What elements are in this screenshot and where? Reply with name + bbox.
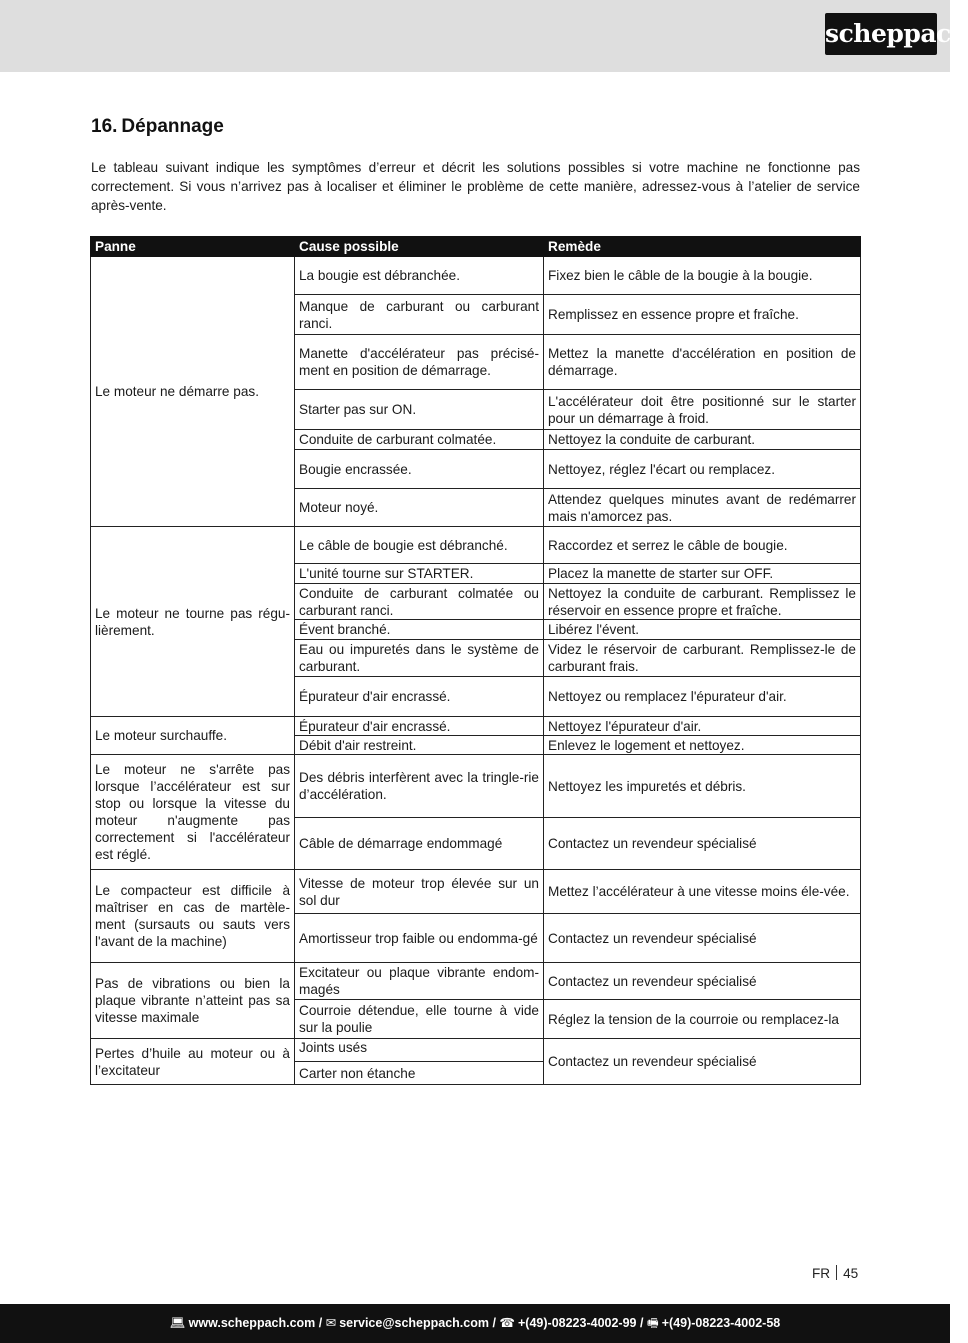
cause-cell: Manque de carburant ou carburant ranci. [295,295,544,335]
cause-cell: Bougie encrassée. [295,450,544,489]
cause-cell: La bougie est débranchée. [295,257,544,295]
panne-cell: Le moteur ne s'arrête pas lorsque l’accélérateur est sur stop ou lorsque la vitesse du moteur n'augmente pas correctement si l'accélérateur est réglé. [91,755,295,870]
cause-cell: Amortisseur trop faible ou endomma-gé [295,914,544,963]
table-row [91,963,861,1000]
remede-cell: Nettoyez ou remplacez l'épurateur d'air. [544,677,861,717]
footer-phone: +(49)-08223-4002-99 / [518,1316,644,1330]
table-row [91,527,861,564]
cause-cell: Conduite de carburant colmatée. [295,430,544,450]
cause-cell: Starter pas sur ON. [295,390,544,430]
cause-cell: Vitesse de moteur trop élevée sur un sol dur [295,870,544,914]
cause-cell: Courroie détendue, elle tourne à vide sur la poulie [295,1000,544,1039]
scheppach-logo: scheppach [825,13,937,55]
footer-contact-bar [0,1304,950,1343]
panne-cell: Pas de vibrations ou bien la plaque vibrante n’atteint pas sa vitesse maximale [91,963,295,1039]
cause-cell: Carter non étanche [295,1062,544,1085]
table-row [91,717,861,736]
remede-cell: Réglez la tension de la courroie ou remplacez-la [544,1000,861,1039]
laptop-icon: 💻︎ [169,1316,186,1330]
section-title: Dépannage [121,116,224,137]
page-indicator [812,1265,858,1281]
remede-cell: Contactez un revendeur spécialisé [544,914,861,963]
cause-cell: Le câble de bougie est débranché. [295,527,544,564]
table-row [91,1039,861,1062]
fax-icon: 🖷︎ [646,1316,659,1330]
section-number: 16. [91,116,118,137]
top-banner [0,0,968,72]
remede-cell: Placez la manette de starter sur OFF. [544,564,861,584]
cause-cell: Excitateur ou plaque vibrante endom-magés [295,963,544,1000]
cause-cell: Évent branché. [295,620,544,640]
remede-cell: Enlevez le logement et nettoyez. [544,736,861,755]
remede-cell: L'accélérateur doit être positionné sur le starter pour un démarrage à froid. [544,390,861,430]
panne-cell: Pertes d’huile au moteur ou à l’excitateur [91,1039,295,1085]
table-row [91,870,861,914]
panne-cell: Le compacteur est difficile à maîtriser en cas de martèle-ment (sursauts ou sauts vers l'avant de la machine) [91,870,295,963]
remede-cell: Nettoyez les impuretés et débris. [544,755,861,818]
table-header-row [91,237,861,257]
phone-icon: ☎︎ [499,1316,515,1330]
remede-cell: Raccordez et serrez le câble de bougie. [544,527,861,564]
table-row [91,257,861,295]
panne-cell: Le moteur ne tourne pas régu-lièrement. [91,527,295,717]
header-panne: Panne [91,237,295,257]
remede-cell: Mettez l’accélérateur à une vitesse moins éle-vée. [544,870,861,914]
cause-cell: L'unité tourne sur STARTER. [295,564,544,584]
table-row [91,755,861,818]
header-remede: Remède [544,237,861,257]
cause-cell: Débit d'air restreint. [295,736,544,755]
panne-cell: Le moteur ne démarre pas. [91,257,295,527]
remede-cell: Videz le réservoir de carburant. Remplissez-le de carburant frais. [544,640,861,677]
remede-cell: Nettoyez l'épurateur d'air. [544,717,861,736]
cause-cell: Manette d'accélérateur pas précisé-ment en position de démarrage. [295,335,544,390]
section-heading [91,116,224,138]
cause-cell: Épurateur d'air encrassé. [295,717,544,736]
remede-cell: Nettoyez la conduite de carburant. Remplissez le réservoir en essence propre et fraîche. [544,584,861,620]
footer-website[interactable]: www.scheppach.com / [188,1316,323,1330]
remede-cell: Libérez l'évent. [544,620,861,640]
remede-cell: Nettoyez la conduite de carburant. [544,430,861,450]
cause-cell: Moteur noyé. [295,489,544,527]
page-number: 45 [843,1266,859,1281]
page-separator [836,1265,837,1280]
cause-cell: Joints usés [295,1039,544,1062]
cause-cell: Épurateur d'air encrassé. [295,677,544,717]
remede-cell: Mettez la manette d'accélération en position de démarrage. [544,335,861,390]
cause-cell: Des débris interfèrent avec la tringle-rie d’accélération. [295,755,544,818]
remede-cell: Contactez un revendeur spécialisé [544,818,861,870]
cause-cell: Conduite de carburant colmatée ou carburant ranci. [295,584,544,620]
remede-cell: Nettoyez, réglez l'écart ou remplacez. [544,450,861,489]
cause-cell: Câble de démarrage endommagé [295,818,544,870]
mail-icon: ✉︎ [325,1316,337,1330]
troubleshooting-table [90,236,861,1085]
remede-cell: Fixez bien le câble de la bougie à la bougie. [544,257,861,295]
remede-cell: Remplissez en essence propre et fraîche. [544,295,861,335]
footer-email[interactable]: service@scheppach.com / [339,1316,496,1330]
remede-cell: Contactez un revendeur spécialisé [544,963,861,1000]
language-code: FR [812,1266,831,1281]
intro-paragraph: Le tableau suivant indique les symptômes d’erreur et décrit les solutions possibles si votre machine ne fonctionne pas correctement. Si vous n’arrivez pas à localiser et éliminer le problème de cette manière, adressez-vous à l’atelier de service après-vente. [91,160,860,213]
cause-cell: Eau ou impuretés dans le système de carburant. [295,640,544,677]
panne-cell: Le moteur surchauffe. [91,717,295,755]
header-cause: Cause possible [295,237,544,257]
remede-cell: Attendez quelques minutes avant de redémarrer mais n'amorcez pas. [544,489,861,527]
footer-fax: +(49)-08223-4002-58 [661,1316,781,1330]
remede-cell: Contactez un revendeur spécialisé [544,1039,861,1085]
